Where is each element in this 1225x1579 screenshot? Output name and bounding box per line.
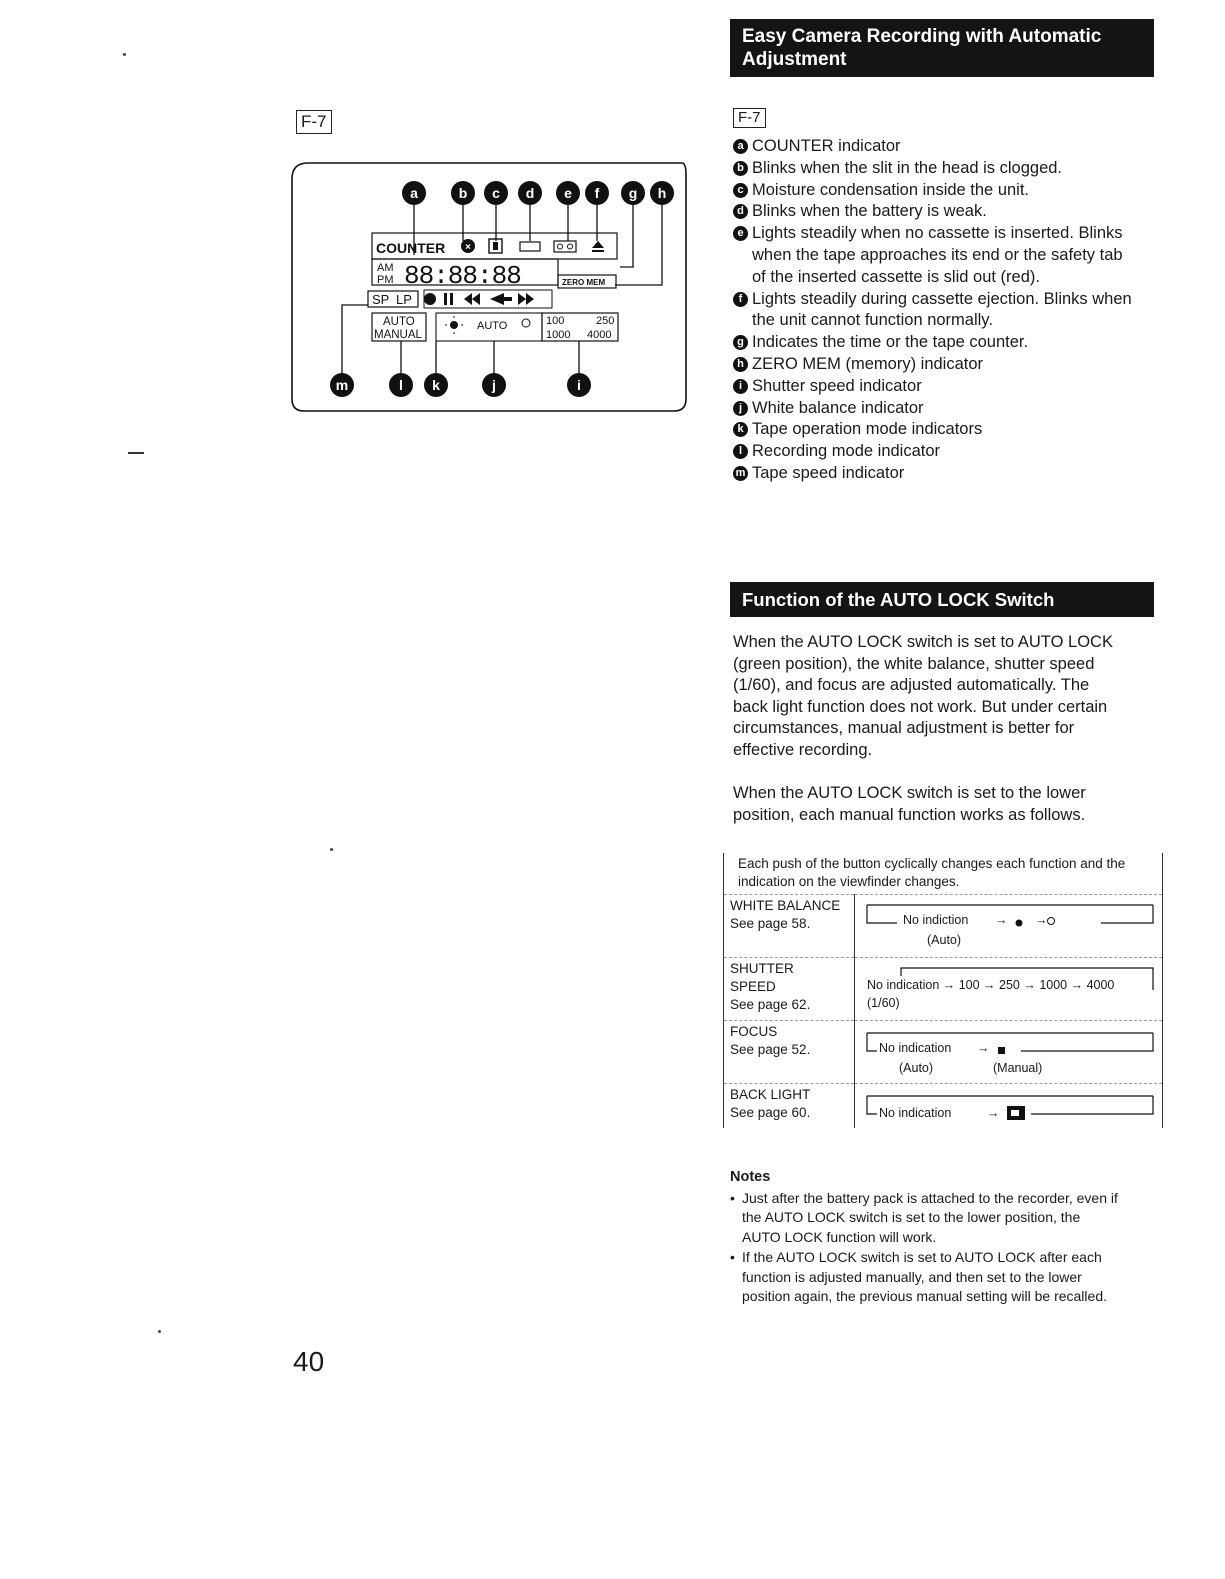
list-item: g Indicates the time or the tape counter. xyxy=(733,332,1133,354)
shutter-250: 250 xyxy=(596,315,615,327)
notes-title: Notes xyxy=(730,1169,771,1185)
zero-mem-label: ZERO MEM xyxy=(562,278,606,287)
page-ref: See page 52. xyxy=(730,1042,811,1057)
shutter-100: 100 xyxy=(546,315,565,327)
table-intro-row xyxy=(724,853,1163,895)
callout-g xyxy=(621,181,645,205)
svg-text:a: a xyxy=(410,185,418,201)
sequence-text: No indication xyxy=(879,1106,952,1120)
viewfinder-diagram xyxy=(290,155,690,417)
callout-b xyxy=(451,181,475,205)
scan-speck xyxy=(123,53,126,56)
svg-text:m: m xyxy=(335,377,349,393)
function-name: WHITE BALANCE xyxy=(730,898,841,913)
header-title-line2: Adjustment xyxy=(742,49,847,70)
table-row xyxy=(724,958,1163,1021)
manual-function-table xyxy=(723,853,1163,1128)
autolock-paragraph-2: When the AUTO LOCK switch is set to the lower position, each manual function works as follows. xyxy=(733,784,1086,824)
time-digits: 88:88:88 xyxy=(404,261,521,291)
scan-speck xyxy=(330,848,333,851)
svg-text:l: l xyxy=(399,377,403,393)
sequence-sub: (1/60) xyxy=(867,996,900,1010)
section-header-autolock: Function of the AUTO LOCK Switch xyxy=(730,582,1154,617)
list-item: i Shutter speed indicator xyxy=(733,376,1133,398)
sequence-sub-manual: (Manual) xyxy=(993,1061,1043,1075)
table-intro: Each push of the button cyclically changes each function and the indication on the viewfinder changes. xyxy=(724,853,1163,895)
lcd-panel xyxy=(368,233,618,341)
am-label: AM xyxy=(377,262,394,274)
auto-label: AUTO xyxy=(383,316,415,328)
letter-badge: l xyxy=(733,444,748,459)
sequence-sub-auto: (Auto) xyxy=(899,1061,934,1075)
eject-icon xyxy=(592,241,604,248)
pause-icon xyxy=(444,293,447,305)
svg-text:j: j xyxy=(492,377,496,393)
table-row xyxy=(724,1084,1163,1129)
svg-text:e: e xyxy=(564,185,572,201)
pm-label: PM xyxy=(377,274,394,286)
indicator-list xyxy=(733,136,1133,485)
lp-label: LP xyxy=(396,292,412,307)
letter-badge: k xyxy=(733,422,748,437)
figure-label-right: F-7 xyxy=(733,108,766,128)
letter-badge: b xyxy=(733,161,748,176)
counter-label: COUNTER xyxy=(376,240,446,256)
list-item: f Lights steadily during cassette ejection. Blinks when the unit cannot function normally. xyxy=(733,289,1133,333)
function-name: SHUTTER SPEED xyxy=(730,961,794,994)
top-callouts xyxy=(402,181,674,205)
letter-badge: e xyxy=(733,226,748,241)
callout-k xyxy=(424,373,448,397)
callout-c xyxy=(484,181,508,205)
notes-section xyxy=(730,1168,1120,1307)
svg-text:k: k xyxy=(432,377,440,393)
callout-f xyxy=(585,181,609,205)
callout-e xyxy=(556,181,580,205)
bulb-icon xyxy=(522,319,530,327)
list-item: c Moisture condensation inside the unit. xyxy=(733,180,1133,202)
callout-j xyxy=(482,373,506,397)
list-item: l Recording mode indicator xyxy=(733,441,1133,463)
list-item: d Blinks when the battery is weak. xyxy=(733,201,1133,223)
callout-h xyxy=(650,181,674,205)
function-name: FOCUS xyxy=(730,1024,778,1039)
letter-badge: f xyxy=(733,292,748,307)
svg-text:f: f xyxy=(594,185,600,201)
list-item: e Lights steadily when no cassette is inserted. Blinks when the tape approaches its end or the safety tab of the inserted cassette is slid out (red). xyxy=(733,223,1133,288)
list-item: • If the AUTO LOCK switch is set to AUTO LOCK after each function is adjusted manually, and then set to the lower position again, the previous manual setting will be recalled. xyxy=(730,1248,1120,1307)
page-ref: See page 58. xyxy=(730,916,811,931)
scan-mark xyxy=(128,452,144,454)
list-item: j White balance indicator xyxy=(733,398,1133,420)
letter-badge: m xyxy=(733,466,748,481)
figure-label-left: F-7 xyxy=(296,110,332,134)
sequence-text: No indiction xyxy=(903,913,969,927)
svg-text:h: h xyxy=(657,185,667,201)
callout-d xyxy=(518,181,542,205)
fast-forward-icon xyxy=(518,293,534,305)
record-icon xyxy=(424,293,436,305)
svg-text:i: i xyxy=(577,377,581,393)
letter-badge: c xyxy=(733,183,748,198)
sequence-sub: (Auto) xyxy=(927,933,962,947)
bullet-icon: • xyxy=(730,1248,735,1265)
page-ref: See page 62. xyxy=(730,997,811,1012)
list-item: m Tape speed indicator xyxy=(733,463,1133,485)
autolock-paragraph-1: When the AUTO LOCK switch is set to AUTO LOCK (green position), the white balance, shutter speed (1/60), and focus are adjusted automatically. The back light function does not work. But under certain circumstances, manual adjustment is better for effective recording. xyxy=(733,633,1113,759)
manual-label: MANUAL xyxy=(374,329,422,341)
callout-i xyxy=(567,373,591,397)
list-item: a COUNTER indicator xyxy=(733,136,1133,158)
page-ref: See page 60. xyxy=(730,1105,811,1120)
battery-icon xyxy=(520,242,540,251)
letter-badge: a xyxy=(733,139,748,154)
shutter-1000: 1000 xyxy=(546,329,571,341)
page-number: 40 xyxy=(293,1346,325,1377)
callout-l xyxy=(389,373,413,397)
scan-speck xyxy=(158,1330,161,1333)
bullet-icon: • xyxy=(730,1189,735,1206)
table-row xyxy=(724,895,1163,958)
letter-badge: g xyxy=(733,335,748,350)
table-row xyxy=(724,1021,1163,1084)
section-header-easy-recording xyxy=(730,19,1154,77)
callout-m xyxy=(330,373,354,397)
letter-badge: i xyxy=(733,379,748,394)
svg-text:×: × xyxy=(465,242,471,253)
callout-a xyxy=(402,181,426,205)
play-reverse-icon xyxy=(490,293,504,305)
svg-text:g: g xyxy=(628,185,638,201)
svg-text:b: b xyxy=(458,185,468,201)
list-item: • Just after the battery pack is attached to the recorder, even if the AUTO LOCK switch is set to the lower position, the AUTO LOCK function will work. xyxy=(730,1189,1120,1248)
bottom-callouts xyxy=(330,373,591,397)
rewind-icon xyxy=(464,293,480,305)
letter-badge: j xyxy=(733,401,748,416)
wb-auto-label: AUTO xyxy=(477,320,508,332)
svg-text:c: c xyxy=(492,185,500,201)
svg-text:d: d xyxy=(525,185,535,201)
header-title-line1: Easy Camera Recording with Automatic xyxy=(742,26,1102,47)
list-item: h ZERO MEM (memory) indicator xyxy=(733,354,1133,376)
sequence-text: No indication xyxy=(879,1041,952,1055)
letter-badge: d xyxy=(733,204,748,219)
arrow-icon: → xyxy=(995,913,1008,927)
arrow-icon: → xyxy=(1035,913,1048,927)
letter-badge: h xyxy=(733,357,748,372)
sp-label: SP xyxy=(372,292,390,307)
sequence-text: No indication → 100 → 250 → 1000 → 4000 xyxy=(867,978,1115,992)
arrow-icon: → xyxy=(987,1106,1000,1120)
sun-icon xyxy=(450,321,458,329)
arrow-icon: → xyxy=(977,1041,990,1055)
list-item: k Tape operation mode indicators xyxy=(733,419,1133,441)
function-name: BACK LIGHT xyxy=(730,1087,811,1102)
list-item: b Blinks when the slit in the head is clogged. xyxy=(733,158,1133,180)
shutter-4000: 4000 xyxy=(587,329,612,341)
